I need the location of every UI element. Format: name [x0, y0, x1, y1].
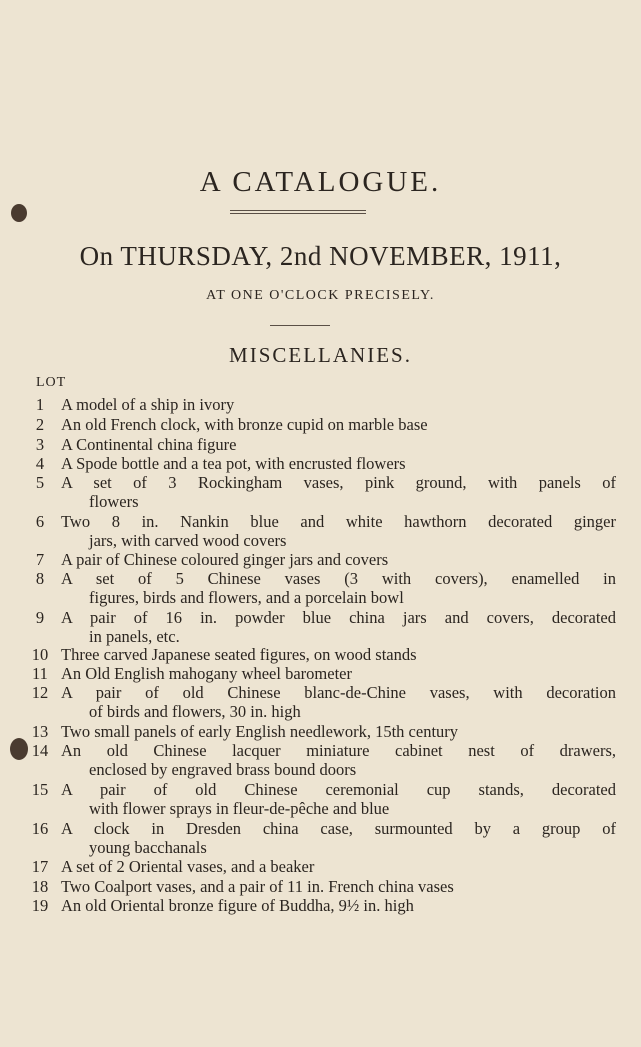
lot-number: 13 [31, 722, 49, 741]
lot-description-continued: figures, birds and flowers, and a porcelain bowl [89, 588, 404, 607]
lot-description: An old Chinese lacquer miniature cabinet nest of drawers, [61, 741, 616, 760]
lot-number: 7 [35, 550, 45, 569]
lot-description: Two small panels of early English needlework, 15th century [61, 722, 459, 741]
lot-description: A set of 5 Chinese vases (3 with covers), enamelled in [61, 569, 616, 588]
lot-description: A pair of Chinese coloured ginger jars and covers [61, 550, 389, 569]
lot-number: 2 [35, 415, 45, 434]
lot-column-header: LOT [36, 375, 67, 390]
sale-time: AT ONE O'CLOCK PRECISELY. [206, 288, 435, 303]
lot-description: A set of 2 Oriental vases, and a beaker [61, 857, 315, 876]
section-heading: MISCELLANIES. [229, 343, 412, 367]
lot-description: An old French clock, with bronze cupid on marble base [61, 415, 428, 434]
lot-description-continued: with flower sprays in fleur-de-pêche and blue [89, 799, 390, 818]
lot-number: 4 [35, 454, 45, 473]
lot-number: 19 [31, 896, 49, 915]
lot-number: 15 [31, 780, 49, 799]
lot-number: 18 [31, 877, 49, 896]
lot-description: A pair of 16 in. powder blue china jars and covers, decorated [61, 608, 616, 627]
lot-number: 17 [31, 857, 49, 876]
lot-description-continued: jars, with carved wood covers [89, 531, 287, 550]
title-rule [230, 210, 366, 214]
lot-description-continued: of birds and flowers, 30 in. high [89, 702, 301, 721]
lot-description: An Old English mahogany wheel barometer [61, 664, 352, 683]
section-rule [270, 325, 330, 326]
lot-description: Three carved Japanese seated figures, on wood stands [61, 645, 417, 664]
lot-description: Two 8 in. Nankin blue and white hawthorn decorated ginger [61, 512, 616, 531]
lot-number: 14 [31, 741, 49, 760]
lot-number: 6 [35, 512, 45, 531]
lot-description: A pair of old Chinese blanc-de-Chine vases, with decoration [61, 683, 616, 702]
lot-number: 16 [31, 819, 49, 838]
lot-description: A clock in Dresden china case, surmounted by a group of [61, 819, 616, 838]
lot-description: A set of 3 Rockingham vases, pink ground, with panels of [61, 473, 616, 492]
lot-description-continued: young bacchanals [89, 838, 207, 857]
lot-description-continued: flowers [89, 492, 139, 511]
lot-description: Two Coalport vases, and a pair of 11 in. French china vases [61, 877, 454, 896]
lot-description: A Spode bottle and a tea pot, with encrusted flowers [61, 454, 406, 473]
lot-number: 10 [31, 645, 49, 664]
lot-number: 12 [31, 683, 49, 702]
lot-number: 3 [35, 435, 45, 454]
lot-number: 9 [35, 608, 45, 627]
ink-spot [10, 738, 28, 760]
lot-number: 1 [35, 395, 45, 414]
ink-spot [11, 204, 27, 222]
lot-number: 5 [35, 473, 45, 492]
sale-date: On THURSDAY, 2nd NOVEMBER, 1911, [79, 241, 562, 271]
lot-number: 11 [32, 664, 48, 683]
lot-number: 8 [35, 569, 45, 588]
lot-description: An old Oriental bronze figure of Buddha, 9½ in. high [61, 896, 414, 915]
lot-description-continued: enclosed by engraved brass bound doors [89, 760, 357, 779]
lot-description-continued: in panels, etc. [89, 627, 180, 646]
lot-description: A pair of old Chinese ceremonial cup stands, decorated [61, 780, 616, 799]
lot-description: A model of a ship in ivory [61, 395, 235, 414]
catalogue-title: A CATALOGUE. [199, 166, 442, 198]
lot-description: A Continental china figure [61, 435, 237, 454]
